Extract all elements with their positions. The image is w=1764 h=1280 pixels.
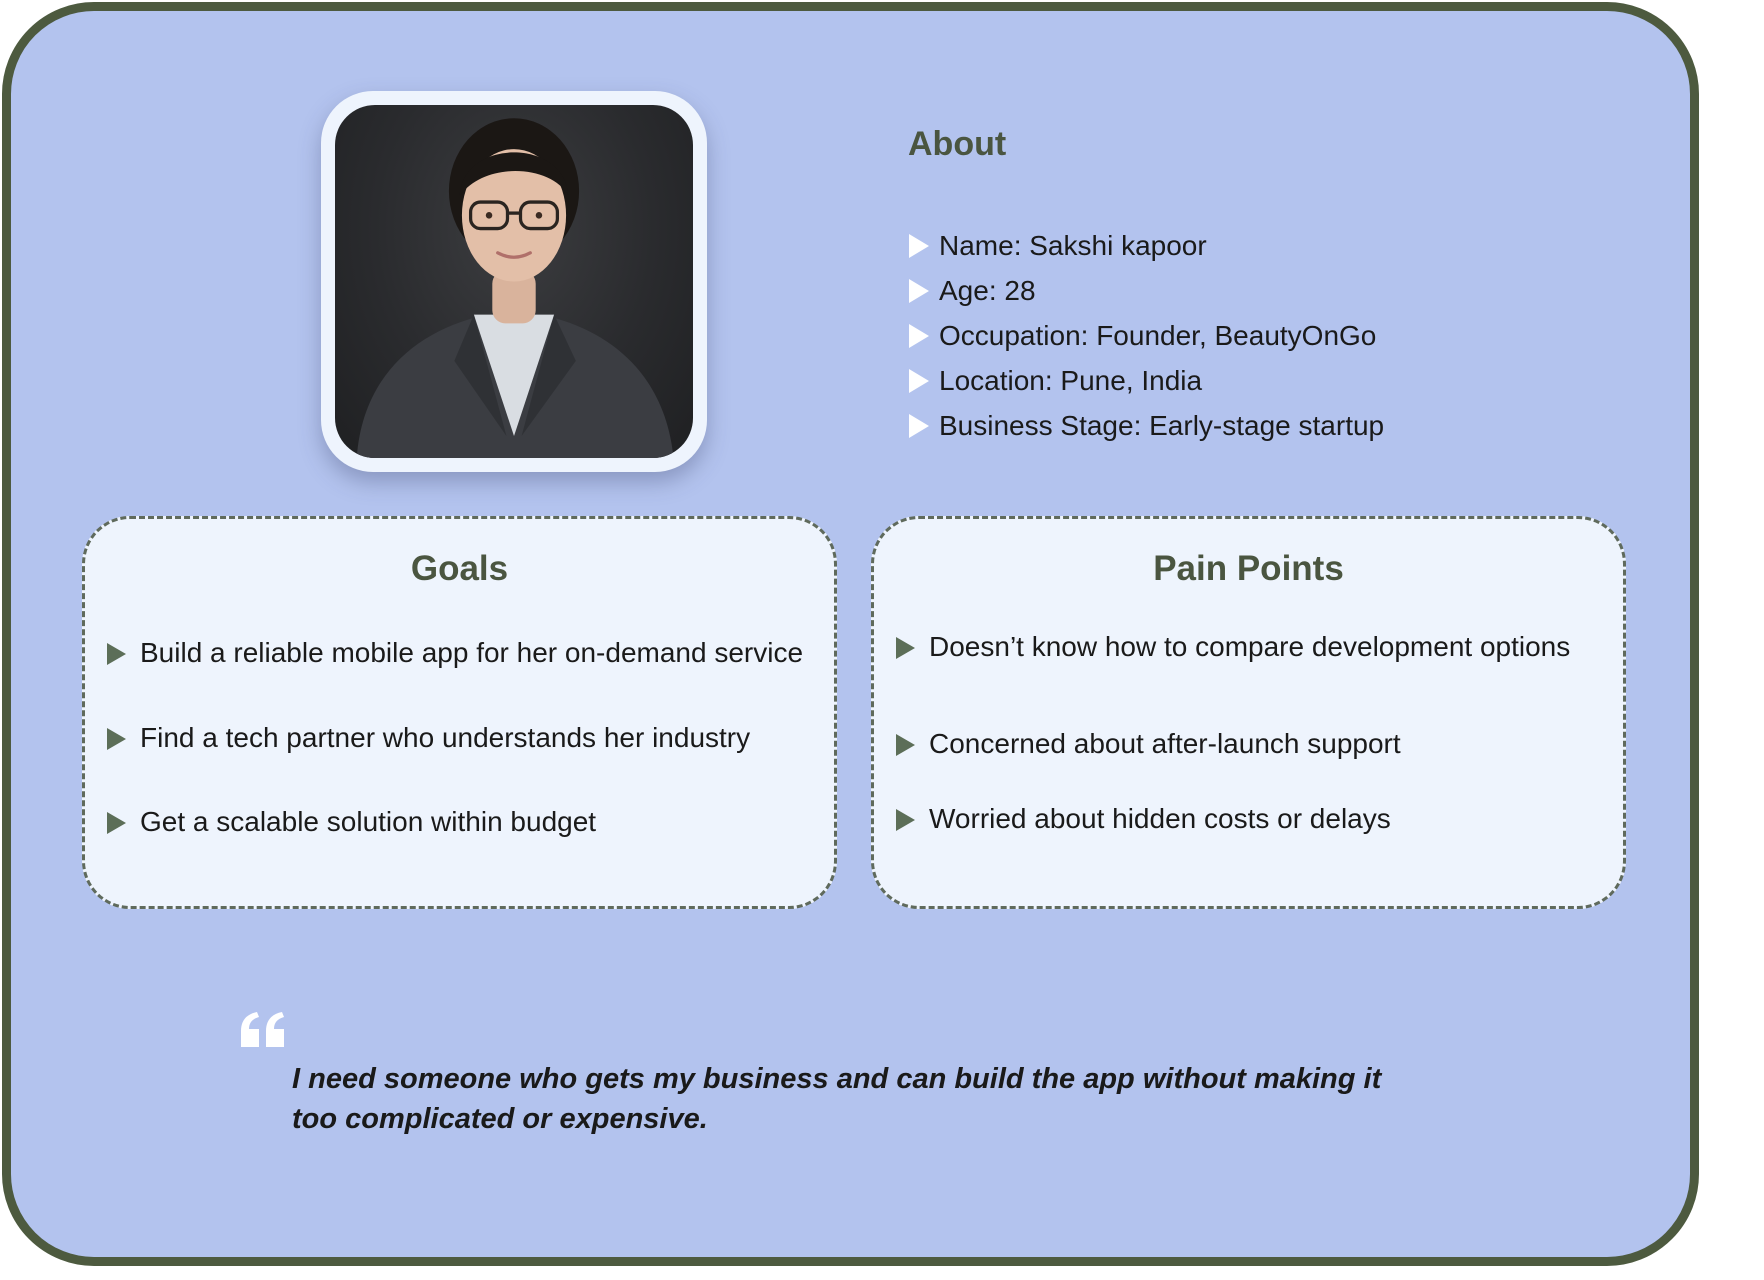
about-item-business-stage: [909, 403, 1384, 448]
about-item-text: Age: 28: [939, 274, 1036, 306]
triangle-bullet-icon: [896, 809, 915, 831]
about-item-name: [909, 223, 1384, 268]
about-item-text: Occupation: Founder, BeautyOnGo: [939, 319, 1377, 351]
triangle-bullet-icon: [909, 234, 929, 258]
triangle-bullet-icon: [896, 637, 915, 659]
about-heading: About: [908, 125, 1007, 163]
about-item-text: Business Stage: Early-stage startup: [939, 409, 1385, 441]
about-list: [909, 223, 1384, 448]
triangle-bullet-icon: [909, 414, 929, 438]
triangle-bullet-icon: [909, 324, 929, 348]
persona-quote: I need someone who gets my business and can build the app without making it too complicated or expensive.: [292, 1063, 1382, 1135]
triangle-bullet-icon: [909, 279, 929, 303]
goals-heading: Goals: [410, 549, 509, 588]
pain-point-item-text: Doesn’t know how to compare development options: [929, 631, 1571, 662]
triangle-bullet-icon: [909, 369, 929, 393]
profile-photo: [335, 105, 693, 458]
pain-point-item-text: Concerned about after-launch support: [929, 728, 1401, 759]
about-item-location: [909, 358, 1384, 403]
pain-point-item: [896, 726, 1593, 762]
pain-point-item: [896, 629, 1593, 665]
about-item-text: Location: Pune, India: [939, 364, 1203, 396]
about-item-text: Name: Sakshi kapoor: [939, 229, 1207, 261]
pain-point-item: [896, 801, 1593, 837]
portrait-illustration: [335, 105, 693, 458]
goals-panel: [82, 516, 837, 909]
quote-mark-icon: [239, 1011, 287, 1049]
triangle-bullet-icon: [107, 643, 126, 665]
pain-points-panel: [871, 516, 1626, 909]
goal-item: [107, 720, 804, 756]
persona-card: [2, 2, 1699, 1266]
about-item-age: [909, 268, 1384, 313]
pain-points-heading: Pain Points: [1153, 549, 1344, 588]
goal-item-text: Get a scalable solution within budget: [140, 806, 597, 837]
profile-photo-frame: [321, 91, 707, 472]
goal-item-text: Find a tech partner who understands her industry: [140, 722, 751, 753]
triangle-bullet-icon: [107, 812, 126, 834]
goal-item: [107, 635, 804, 671]
triangle-bullet-icon: [896, 734, 915, 756]
triangle-bullet-icon: [107, 728, 126, 750]
about-item-occupation: [909, 313, 1384, 358]
goal-item: [107, 804, 804, 840]
goal-item-text: Build a reliable mobile app for her on-demand service: [140, 637, 804, 668]
pain-point-item-text: Worried about hidden costs or delays: [929, 803, 1391, 834]
